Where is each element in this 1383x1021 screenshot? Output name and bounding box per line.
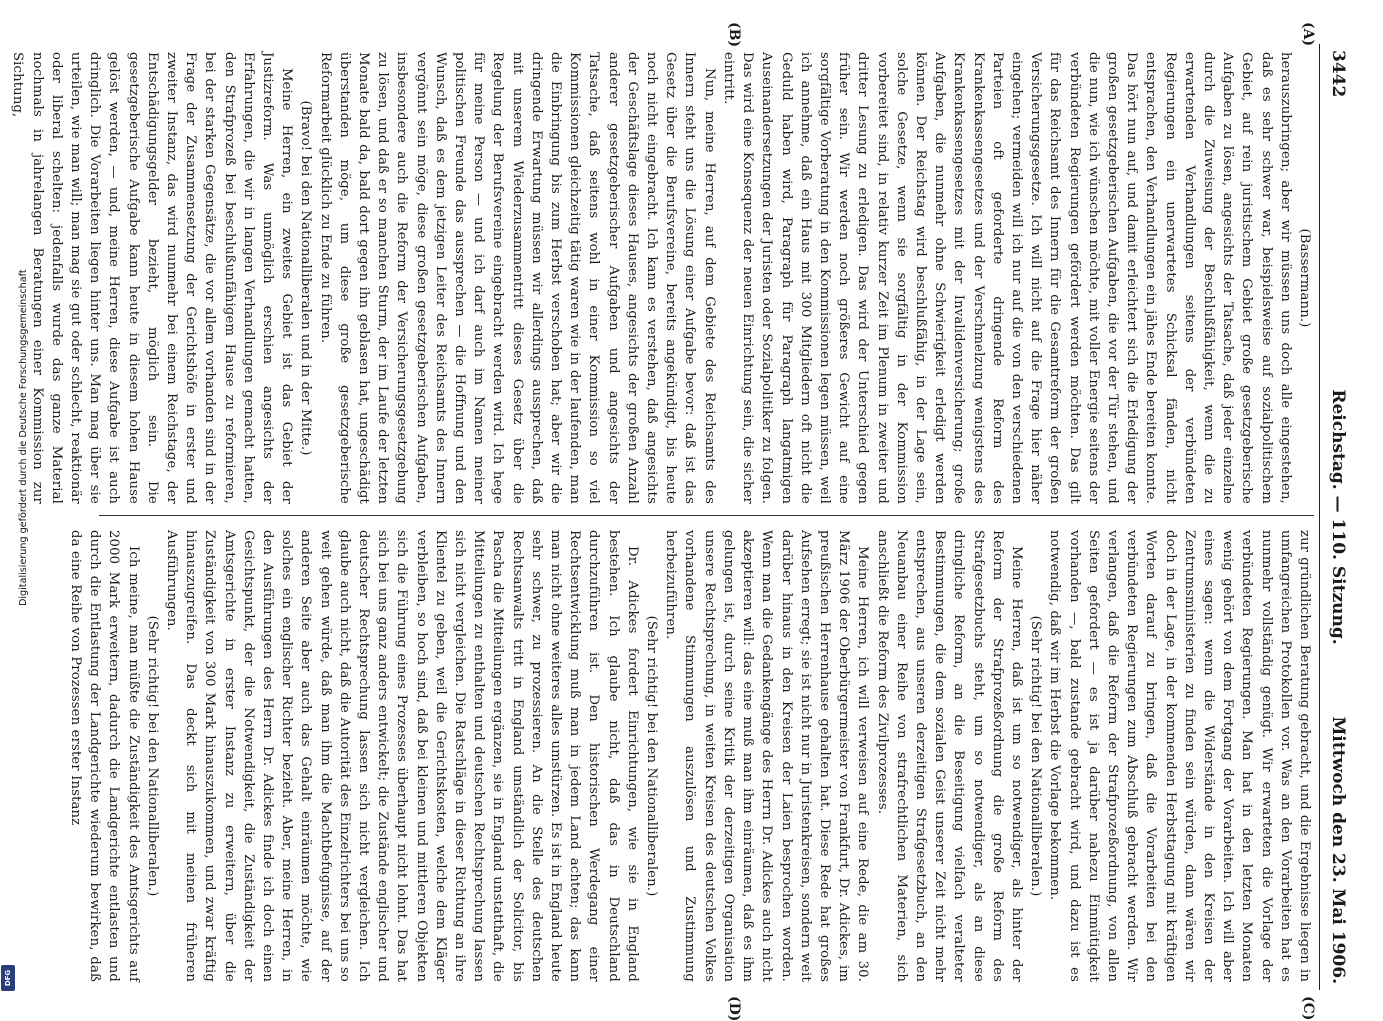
- paragraph: Meine Herren, ein zweites Gebiet ist das Gebiet der Justizreform. Was unmöglich erschien angesichts der Erfahrungen, die wir in langen Verhandlungen gemacht hatten, den Strafprozeß bei beschlußunfähigem Hause zu reformieren, bei der starken Gegensätze, die vor allem vorhanden sind in der Frage der Zusammensetzung der Gerichtshöfe in erster und zweiter Instanz, das wird nunmehr bei einem Reichstage, der Entschädigungsgelder bezieht, möglich sein. Die gesetzgeberische Aufgabe kann heute in diesem hohen Hause gelöst werden, — und, meine Herren, diese Aufgabe ist auch dringlich. Die Vorarbeiten liegen hinter uns. Man mag über sie urteilen, wie man will; man mag sie gut oder schlecht, reaktionär oder liberal schelten: jedenfalls wurde das ganze Material nochmals in jahrelangen Beratungen einer Kommission zur Sichtung,: [10, 52, 295, 504]
- applause-note: (Sehr richtig! bei den Nationalliberalen.): [144, 615, 160, 897]
- paragraph: Dr. Adickes fordert Einrichtungen, wie sie in England bestehen. Ich glaube nicht, daß das in Deutschland durchzuführen ist. Den historischen Werdegang einer Rechtsentwicklung muß man in jedem Land achten; das kann man nicht ohne weiteres alles umstürzen. Es ist in England heute sehr schwer, zu prozessieren. An die Stelle des deutschen Rechtsanwalts tritt in England umständlich der Solicitor, bis Pascha die Mitteilungen ergänzen, sie in England unstatthaft, die Mitteilungen zu enthalten und deutschen Rechtsprechung lassen sich nicht vergleichen. Die Ratschläge in dieser Richtung an ihre Klientel zu geben, weil die Gerichtskosten, welche dem Kläger verbleiben, so hoch sind, daß bei kleinen und mittleren Objekten sich die Führung eines Prozesses überhaupt nicht lohnt. Das hat sich bei uns ganz anders entwickelt; die Zustände englischer und deutscher Rechtsprechung lassen sich nicht vergleichen. Ich glaube auch nicht, daß die Autorität des Einzelrichters bei uns so weit gehen würde, daß man ihm die Machtbefugnisse, auf der anderen Seite aber auch das Gehalt einräumen möchte, wie solches ein englischer Richter bezieht. Aber, meine Herren, in den Ausführungen des Herrn Dr. Adickes finde ich doch einen Gesichtspunkt, der die Notwendigkeit, die Zuständigkeit der Amtsgerichte in erster Instanz zu erweitern, über die Zuständigkeit von 300 Mark hinauszukommen, und zwar kräftig hinauszugreifen. Das deckt sich mit meinen früheren Ausführungen.: [164, 530, 640, 982]
- header-rule: [1319, 44, 1320, 990]
- paragraph: zur gründlichen Beratung gebracht, und die Ergebnisse liegen in umfangreichen Protokollen vor. Was an den Vorarbeiten hat es nunmehr vollständig genügt. Wir erwarteten die Vorlage der verbündeten Regierungen. Man hat in den letzten Monaten wenig gehört von dem Fortgang der Vorarbeiten. Ich will aber eines sagen: wenn die Widerstände in den Kreisen der Zentrumsministerien zu finden sein würden, dann wären wir doch in der Lage, in der kommenden Herbsttagung mit kräftigen Worten darauf zu bringen, daß die Vorarbeiten bei den verbündeten Regierungen zum Abschluß gebracht werden. Wir verlangen, daß die Reform der Strafprozeßordnung, von allen Seiten gefordert — es ist ja darüber nahezu Einmütigkeit vorhanden —, bald zustande gebracht wird, und dazu ist es notwendig, daß wir im Herbst die Vorlage bekommen.: [1047, 530, 1312, 982]
- dfg-logo: DFG: [1, 965, 15, 991]
- right-text-column: [68, 530, 1314, 982]
- margin-mark-d: (D): [726, 996, 742, 1021]
- page-title: Reichstag. — 110. Sitzung.: [1328, 389, 1348, 645]
- session-date: Mittwoch den 23. Mai 1906.: [1328, 716, 1348, 984]
- applause-note: (Bravo! bei den Nationalliberalen und in der Mitte.): [298, 100, 314, 456]
- page-header: [1320, 44, 1354, 990]
- paragraph: Ich meine, man müßte die Zuständigkeit des Amtsgerichts auf 2000 Mark erweitern, dadurch die Landgerichte entlasten und durch die Entlastung der Landgerichte wiederum bewirken, daß da eine Reihe von Prozessen erster Instanz: [68, 530, 141, 982]
- margin-mark-a: (A): [1300, 22, 1316, 47]
- margin-mark-c: (C): [1300, 996, 1316, 1021]
- digitization-credit: Digitalisierung gefördert durch die Deutsche Forschungsgemeinschaft: [18, 269, 29, 606]
- applause-note: (Sehr richtig! bei den Nationalliberalen.): [644, 615, 660, 897]
- paragraph: Meine Herren, ich will verweisen auf eine Rede, die am 30. März 1906 der Oberbürgermeister von Frankfurt, Dr. Adickes, im preußischen Herrenhause gehalten hat. Diese Rede hat großes Aufsehen erregt; sie ist nicht nur in Juristenkreisen, sondern weit darüber hinaus in den Kreisen der Laien besprochen worden. Wenn man die Gedankengänge des Herrn Dr. Adickes auch nicht akzeptieren will: das eine muß man ihm einräumen, daß es ihm gelungen ist, durch seine Kritik der derzeitigen Organisation unsere Rechtsprechung, in weiten Kreisen des deutschen Volkes vorhandene Stimmungen auszulösen und Zustimmung herbeizuführen.: [663, 530, 871, 982]
- applause-note: (Sehr richtig! bei den Nationalliberalen.): [1028, 615, 1044, 897]
- paragraph: Nun, meine Herren, auf dem Gebiete des Reichsamts des Innern steht uns die Lösung einer Aufgabe bevor: daß ist das Gesetz über die Berufsvereine, bereits angekündigt, bis heute noch nicht eingebracht. Ich kann es verstehen, daß angesichts der Geschäftslage dieses Hauses, angesichts der großen Anzahl anderer gesetzgeberischer Aufgaben und angesichts der Tatsache, daß seitens wohl in einer Kommission so viel Kommissionen gleichzeitig tätig waren wie in der laufenden, man die Einbringung bis zum Herbst verschoben hat; aber wir die dringende Erwartung müssen wir allerdings aussprechen, daß mit unserem Wiederzusammentritt dieses Gesetz über die Regelung der Berufsvereine eingebracht werden wird. Ich hege für meine Person — und ich darf auch im Namen meiner politischen Freunde das aussprechen — die Hoffnung und den Wunsch, daß es dem jetzigen Leiter des Reichsamts des Innern vergönnt sein möge, diese großen gesetzgeberischen Aufgaben, insbesondere auch die Reform der Versicherungsgesetzgebung zu lösen, und daß er so manchen Sturm, der im Laufe der letzten Monate bald da, bald dort gegen ihn geblasen hat, ungeschädigt überstanden möge, um diese große gesetzgeberische Reformarbeit glücklich zu Ende zu führen.: [317, 52, 717, 504]
- margin-mark-b: (B): [726, 22, 742, 48]
- speaker-name: (Bassermann.): [1297, 228, 1312, 328]
- paragraph: herauszubringen; aber wir müssen uns doch alle eingestehen, daß es sehr schwer war, beispielsweise auf sozialpolitischem Gebiet, auf rein juristischem Gebiet große gesetzgeberische Aufgaben zu lösen, angesichts der Tatsache, daß jeder einzelne durch die Zuweisung der Beschlußfähigkeit, wenn die zu erwartenden Verhandlungen seitens der verbündeten Regierungen ein unerwartetes Schicksal fänden, nicht entsprachen, den Verhandlungen ein jähes Ende bereiten konnte. Das hört nun auf, und damit erleichtert sich die Erledigung der großen gesetzgeberischen Aufgaben, die vor der Tür stehen, und die nun, wie ich wünschen möchte, mit voller Energie seitens der verbündeten Regierungen gefördert werden möchten. Das gilt für das Reichsamt des Innern für die Gesamtreform der großen Versicherungsgesetze. Ich will nicht auf die Frage hier näher eingehen; vermeiden will ich nur auf die von den verschiedenen Parteien oft geforderte dringende Reform des Krankenkassengesetzes und der Verschmelzung wenigstens des Krankenkassengesetzes mit der Invalidenversicherung; große Aufgaben, die nunmehr ohne Schwierigkeit erledigt werden können. Der Reichstag wird beschlußfähig, in der Lage sein, solche Gesetze, wenn sie sorgfältig in der Kommission vorbereitet sind, in relativ kurzer Zeit im Plenum in zweiter und dritter Lesung zu erledigen. Das wird der Unterschied gegen früher sein. Wir werden noch größeres Gewicht auf eine sorgfältige Vorberatung in den Kommissionen legen müssen, weil ich annehme, daß ein Haus mit 300 Mitgliedern oft nicht die Geduld haben wird, Paragraph für Paragraph langatmigen Auseinandersetzungen der Juristen oder Sozialpolitiker zu folgen. Das wird eine Konsequenz der neuen Einrichtung sein, die sicher eintritt.: [720, 52, 1293, 504]
- paragraph: Meine Herren, daß ist um so notwendiger, als hinter der Reform der Strafprozeßordnung die große Reform des Strafgesetzbuchs steht, um so notwendiger, als an diese dringliche Reform, an die Beseitigung vielfach veralteter Bestimmungen, die dem sozialen Geist unserer Zeit nicht mehr entsprechen, aus unseren derzeitigen Strafgesetzbuch, an den Neuanbau einer Reihe von strafrechtlichen Materien, sich anschließt die Reform des Zivilprozesses.: [874, 530, 1024, 982]
- column-divider: [99, 515, 1314, 516]
- page-number: 3442: [1328, 50, 1348, 98]
